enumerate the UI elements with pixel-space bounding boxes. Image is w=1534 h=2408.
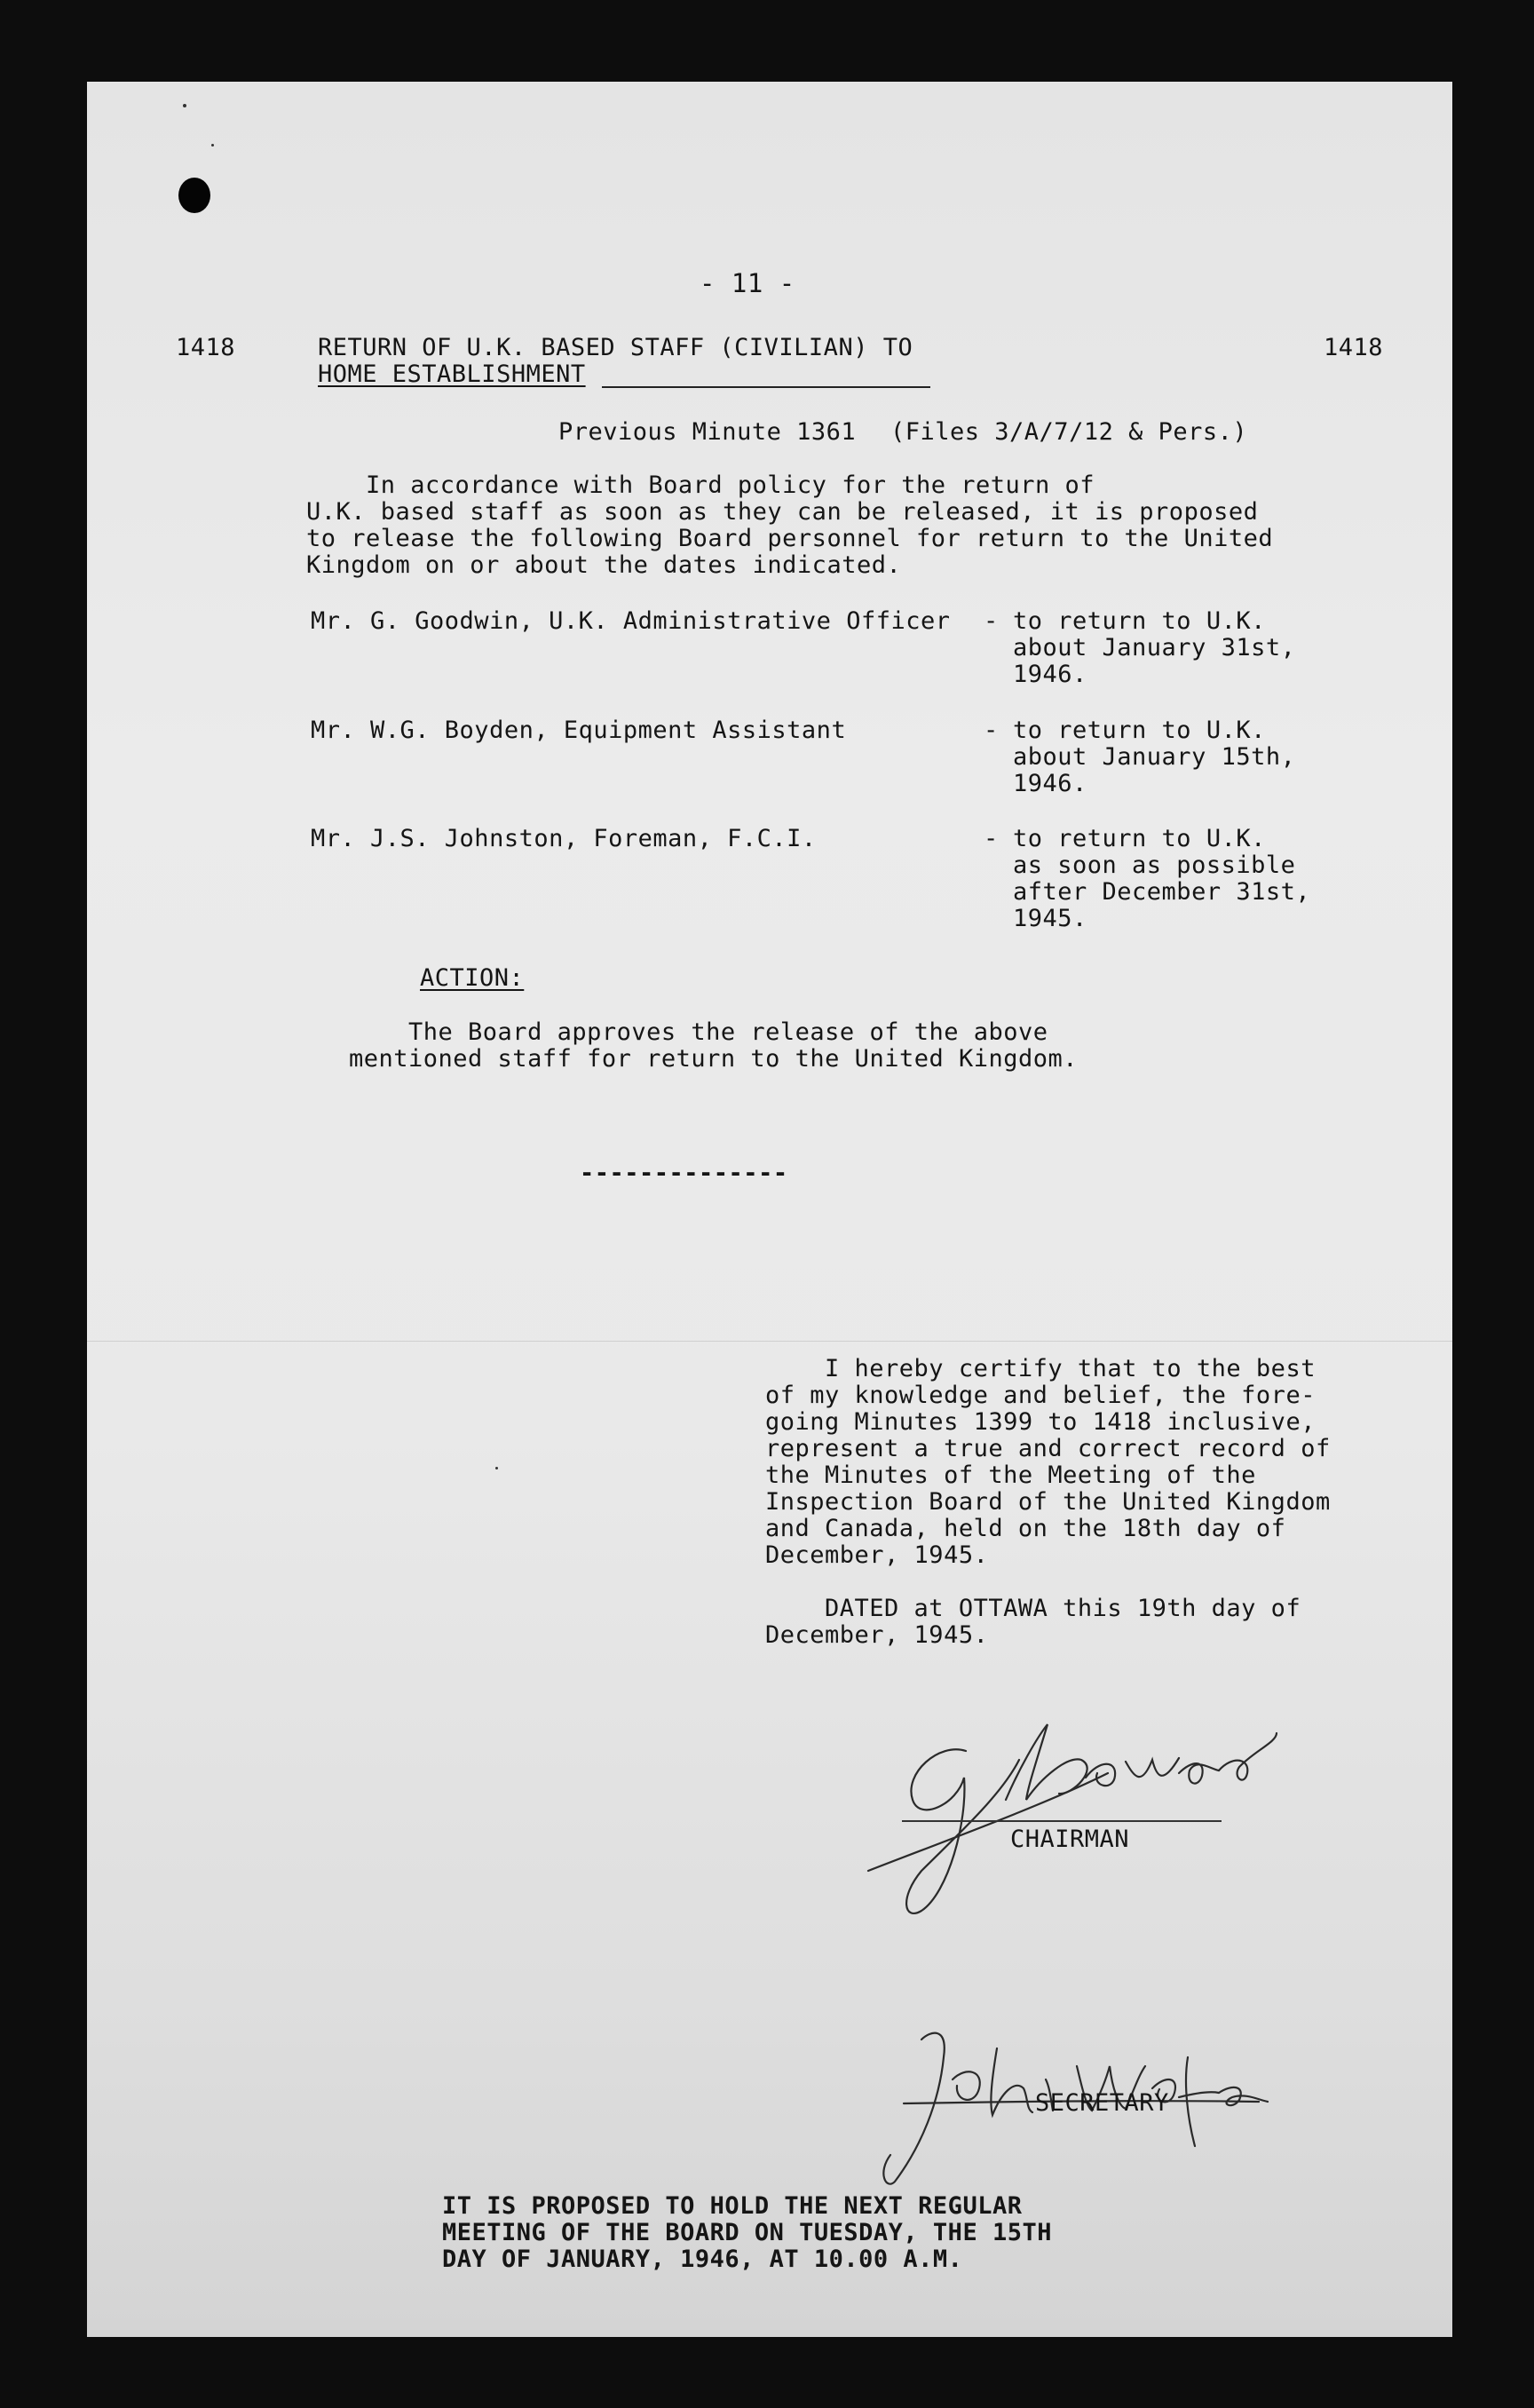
personnel-name: Mr. J.S. Johnston, Foreman, F.C.I.: [311, 825, 817, 852]
certification-line: and Canada, held on the 18th day of: [765, 1515, 1286, 1542]
previous-minute: Previous Minute 1361: [558, 418, 857, 446]
dated-line: DATED at OTTAWA this 19th day of: [765, 1595, 1301, 1622]
next-meeting-line: DAY OF JANUARY, 1946, AT 10.00 A.M.: [442, 2246, 963, 2273]
intro-line: Kingdom on or about the dates indicated.: [306, 551, 902, 579]
personnel-dash: -: [984, 607, 999, 635]
personnel-detail: as soon as possible: [1013, 852, 1296, 879]
personnel-detail: about January 15th,: [1013, 743, 1296, 771]
personnel-detail: 1945.: [1013, 905, 1087, 932]
personnel-detail: to return to U.K.: [1013, 825, 1266, 852]
certification-line: Inspection Board of the United Kingdom: [765, 1488, 1331, 1516]
files-reference: (Files 3/A/7/12 & Pers.): [890, 418, 1248, 446]
minute-title-line2: HOME ESTABLISHMENT: [318, 360, 586, 388]
personnel-dash: -: [984, 717, 999, 744]
personnel-detail: to return to U.K.: [1013, 717, 1266, 744]
personnel-detail: 1946.: [1013, 770, 1087, 797]
intro-line: to release the following Board personnel for return to the United: [306, 525, 1274, 552]
personnel-dash: -: [984, 825, 999, 852]
chairman-signature: [815, 1689, 1312, 1937]
speck: [495, 1467, 498, 1469]
intro-line: U.K. based staff as soon as they can be released, it is proposed: [306, 498, 1259, 526]
personnel-name: Mr. G. Goodwin, U.K. Administrative Officer: [311, 607, 951, 635]
personnel-detail: after December 31st,: [1013, 878, 1311, 906]
document-page: [87, 82, 1452, 2337]
certification-line: going Minutes 1399 to 1418 inclusive,: [765, 1408, 1316, 1436]
personnel-detail: to return to U.K.: [1013, 607, 1266, 635]
next-meeting-line: MEETING OF THE BOARD ON TUESDAY, THE 15TH: [442, 2219, 1052, 2246]
speck: [183, 104, 186, 107]
personnel-name: Mr. W.G. Boyden, Equipment Assistant: [311, 717, 847, 744]
section-separator: --------------: [580, 1160, 788, 1187]
personnel-detail: about January 31st,: [1013, 634, 1296, 661]
certification-line: the Minutes of the Meeting of the: [765, 1461, 1256, 1489]
minute-number-right: 1418: [1324, 334, 1384, 361]
speck: [211, 144, 214, 147]
action-line: The Board approves the release of the above: [349, 1018, 1048, 1046]
secretary-label: SECRETARY: [1035, 2089, 1169, 2117]
chairman-signature-line: [902, 1820, 1222, 1822]
chairman-label: CHAIRMAN: [1010, 1826, 1130, 1853]
page-number: - 11 -: [700, 268, 795, 298]
action-line: mentioned staff for return to the United Kingdom.: [349, 1045, 1079, 1073]
next-meeting-line: IT IS PROPOSED TO HOLD THE NEXT REGULAR: [442, 2192, 1023, 2220]
page-crease: [87, 1341, 1452, 1342]
personnel-detail: 1946.: [1013, 661, 1087, 688]
intro-line: In accordance with Board policy for the return of: [306, 471, 1095, 499]
certification-line: represent a true and correct record of: [765, 1435, 1331, 1462]
punch-hole: [178, 178, 210, 213]
action-label: ACTION:: [420, 964, 525, 992]
certification-line: of my knowledge and belief, the fore-: [765, 1382, 1316, 1409]
certification-line: December, 1945.: [765, 1541, 989, 1569]
certification-line: I hereby certify that to the best: [765, 1355, 1316, 1382]
minute-number-left: 1418: [176, 334, 236, 361]
title-underline: [602, 386, 930, 388]
minute-title-line1: RETURN OF U.K. BASED STAFF (CIVILIAN) TO: [318, 334, 913, 361]
dated-line: December, 1945.: [765, 1621, 989, 1649]
